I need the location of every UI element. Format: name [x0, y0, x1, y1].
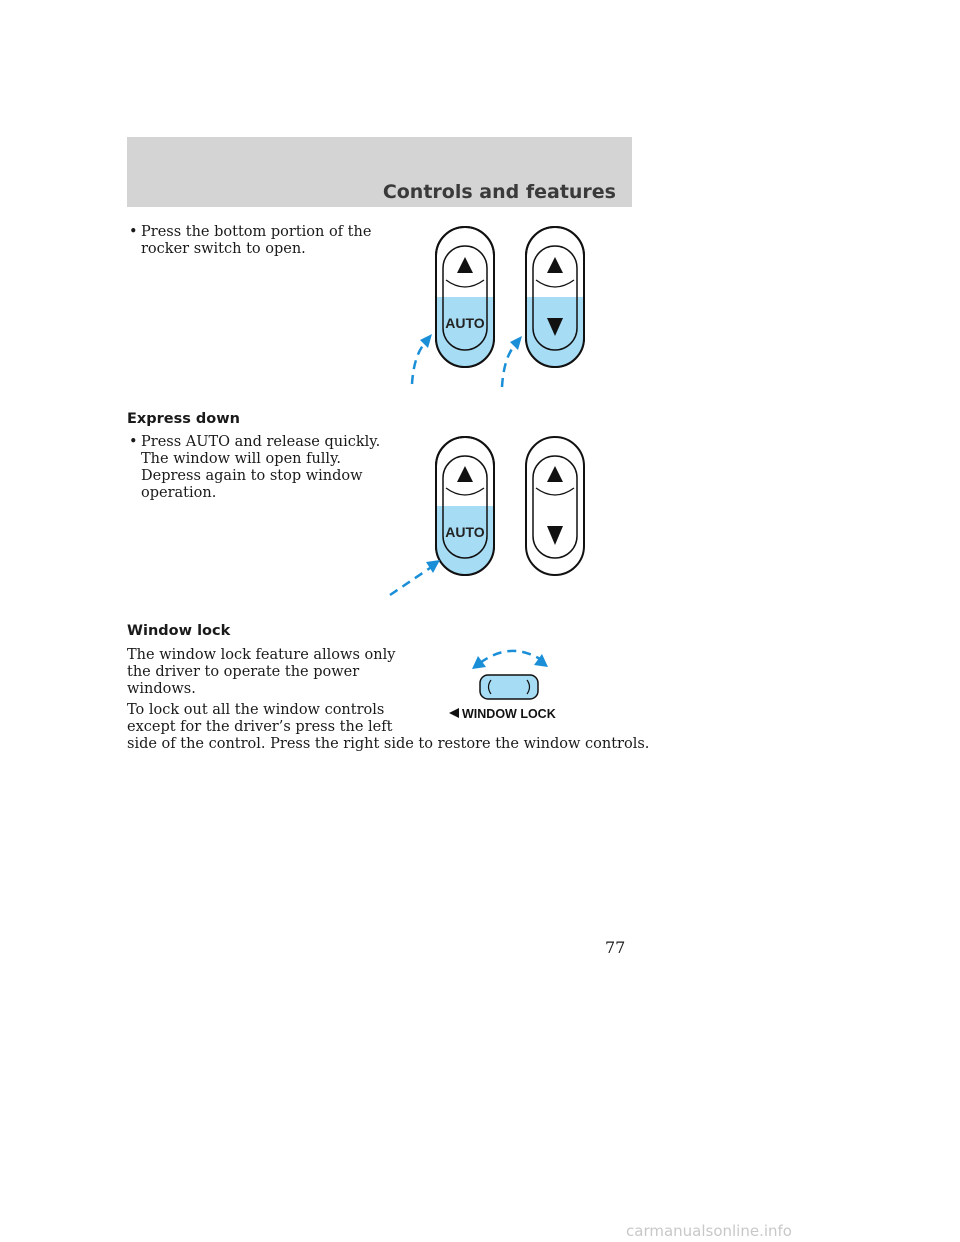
press-arrow-dashed — [412, 340, 428, 384]
rocker-switch-blue-half — [436, 506, 494, 575]
text-line: The window lock feature allows only — [127, 647, 396, 663]
press-arrowhead-icon — [510, 336, 522, 350]
text-line: except for the driver’s press the left — [127, 719, 393, 735]
page-number: 77 — [605, 938, 626, 957]
rocker-switch-figure-express-down — [400, 432, 600, 602]
press-arrowhead-icon — [420, 334, 432, 348]
text-line: windows. — [127, 681, 196, 697]
window-lock-heading: Window lock — [127, 623, 231, 639]
bullet-dot: • — [129, 224, 138, 240]
bullet-dot: • — [129, 434, 138, 450]
express-down-bullet — [129, 434, 381, 502]
toggle-arrow-dashed — [480, 651, 540, 663]
auto-label: AUTO — [445, 524, 485, 540]
footer-watermark: carmanualsonline.info — [626, 1222, 792, 1240]
text-line: Press the bottom portion of the — [141, 224, 372, 240]
text-line: The window will open fully. — [141, 451, 341, 467]
open-bullet — [129, 224, 372, 258]
window-lock-label: WINDOW LOCK — [462, 707, 556, 721]
page-header-title: Controls and features — [382, 181, 616, 203]
rocker-switch-figure-open — [400, 222, 600, 392]
text-line: side of the control. Press the right side to restore the window controls. — [127, 736, 650, 752]
rocker-switch-outline — [526, 437, 584, 575]
text-line: Depress again to stop window — [141, 468, 363, 484]
window-lock-figure — [440, 645, 580, 725]
left-arrow-icon — [449, 708, 459, 718]
text-line: rocker switch to open. — [141, 241, 306, 257]
toggle-arrowhead-right-icon — [534, 654, 548, 667]
auto-label: AUTO — [445, 315, 485, 331]
text-line: the driver to operate the power — [127, 664, 360, 680]
toggle-arrowhead-left-icon — [472, 656, 486, 669]
press-arrow-dashed — [502, 342, 518, 387]
press-arrow-dashed — [390, 568, 430, 595]
header-band — [127, 137, 632, 207]
express-down-heading: Express down — [127, 411, 240, 427]
press-arrowhead-icon — [426, 560, 440, 573]
window-lock-paragraph-1 — [127, 647, 395, 698]
rocker-switch-blue-half — [436, 297, 494, 367]
text-line: Press AUTO and release quickly. — [141, 434, 381, 450]
text-line: To lock out all the window controls — [127, 702, 385, 718]
text-line: operation. — [141, 485, 217, 501]
